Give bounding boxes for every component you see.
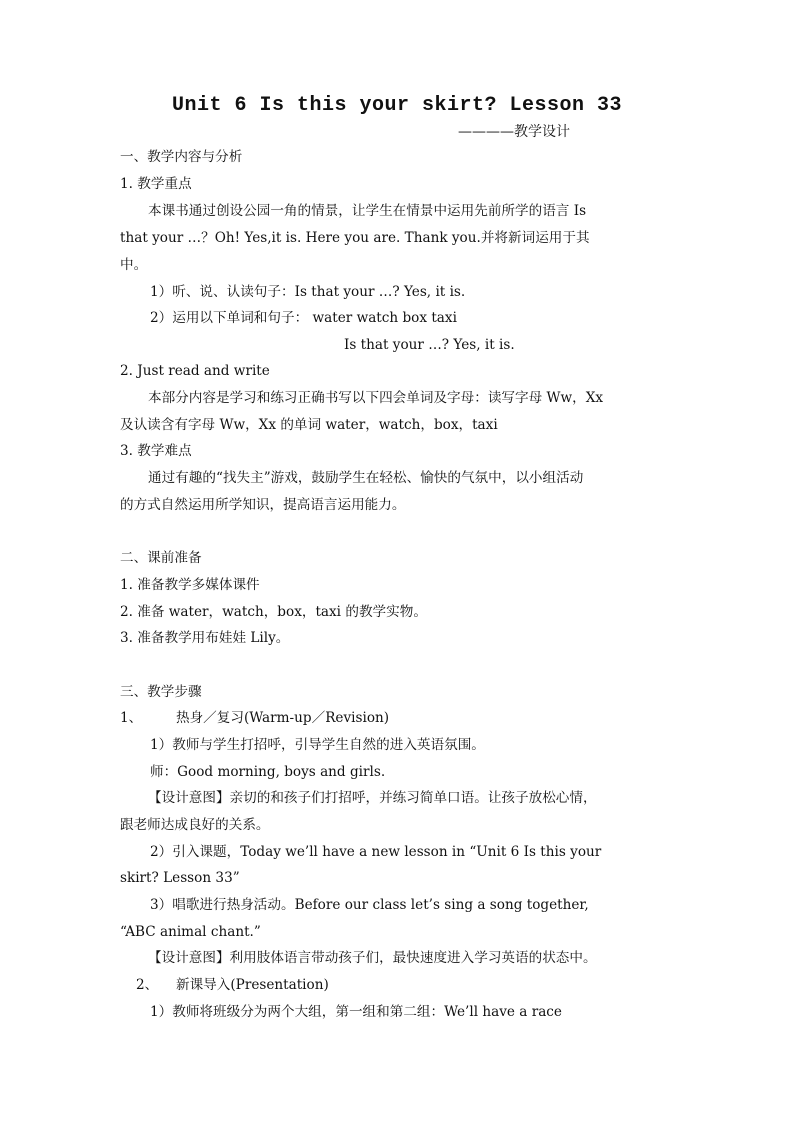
sub-heading: 3. 教学难点 — [120, 443, 192, 459]
document-subtitle: ————教学设计 — [458, 124, 570, 140]
paragraph-line: 跟老师达成良好的关系。 — [120, 817, 270, 833]
paragraph-line: 及认读含有字母 Ww，Xx 的单词 water，watch，box，taxi — [120, 417, 498, 433]
design-intent-line: 【设计意图】利用肢体语言带动孩子们，最快速度进入学习英语的状态中。 — [148, 950, 597, 966]
list-item: 3. 准备教学用布娃娃 Lily。 — [120, 630, 290, 646]
section-heading: 一、教学内容与分析 — [120, 149, 243, 165]
paragraph-line: 本课书通过创设公园一角的情景，让学生在情景中运用先前所学的语言 Is — [148, 203, 587, 219]
list-item: 2）运用以下单词和句子： water watch box taxi — [150, 310, 457, 326]
list-item: 1. 准备教学多媒体课件 — [120, 577, 260, 593]
section-heading: 二、课前准备 — [120, 550, 202, 566]
section-heading: 三、教学步骤 — [120, 684, 202, 700]
paragraph-line: 的方式自然运用所学知识，提高语言运用能力。 — [120, 497, 406, 513]
list-item-continued: Is that your …? Yes, it is. — [344, 337, 515, 353]
sub-heading: 2. Just read and write — [120, 363, 270, 379]
paragraph-line: 师：Good morning, boys and girls. — [150, 764, 386, 780]
sub-heading: 1. 教学重点 — [120, 176, 192, 192]
paragraph-line: skirt? Lesson 33” — [120, 870, 240, 886]
step-number: 1、 — [120, 710, 143, 726]
paragraph-line: 中。 — [120, 257, 148, 273]
list-item: 1）教师将班级分为两个大组，第一组和第二组：We’ll have a race — [150, 1004, 562, 1020]
step-heading: 新课导入(Presentation) — [176, 977, 329, 993]
design-intent-line: 【设计意图】亲切的和孩子们打招呼，并练习简单口语。让孩子放松心情， — [148, 790, 597, 806]
list-item: 1）教师与学生打招呼，引导学生自然的进入英语氛围。 — [150, 737, 485, 753]
list-item: 2. 准备 water，watch，box，taxi 的教学实物。 — [120, 604, 427, 620]
paragraph-line: 本部分内容是学习和练习正确书写以下四会单词及字母：读写字母 Ww，Xx — [148, 390, 604, 406]
list-item: 3）唱歌进行热身活动。Before our class let’s sing a song together, — [150, 897, 589, 913]
paragraph-line: “ABC animal chant.” — [120, 924, 261, 940]
step-number: 2、 — [136, 977, 159, 993]
list-item: 2）引入课题，Today we’ll have a new lesson in “Unit 6 Is this your — [150, 844, 602, 860]
paragraph-line: 通过有趣的“找失主”游戏，鼓励学生在轻松、愉快的气氛中，以小组活动 — [148, 470, 584, 486]
paragraph-line: that your …？Oh! Yes,it is. Here you are. Thank you.并将新词运用于其 — [120, 230, 590, 246]
document-title: Unit 6 Is this your skirt? Lesson 33 — [171, 94, 623, 117]
step-heading: 热身／复习(Warm-up／Revision) — [176, 710, 390, 726]
list-item: 1）听、说、认读句子：Is that your …? Yes, it is. — [150, 284, 466, 300]
